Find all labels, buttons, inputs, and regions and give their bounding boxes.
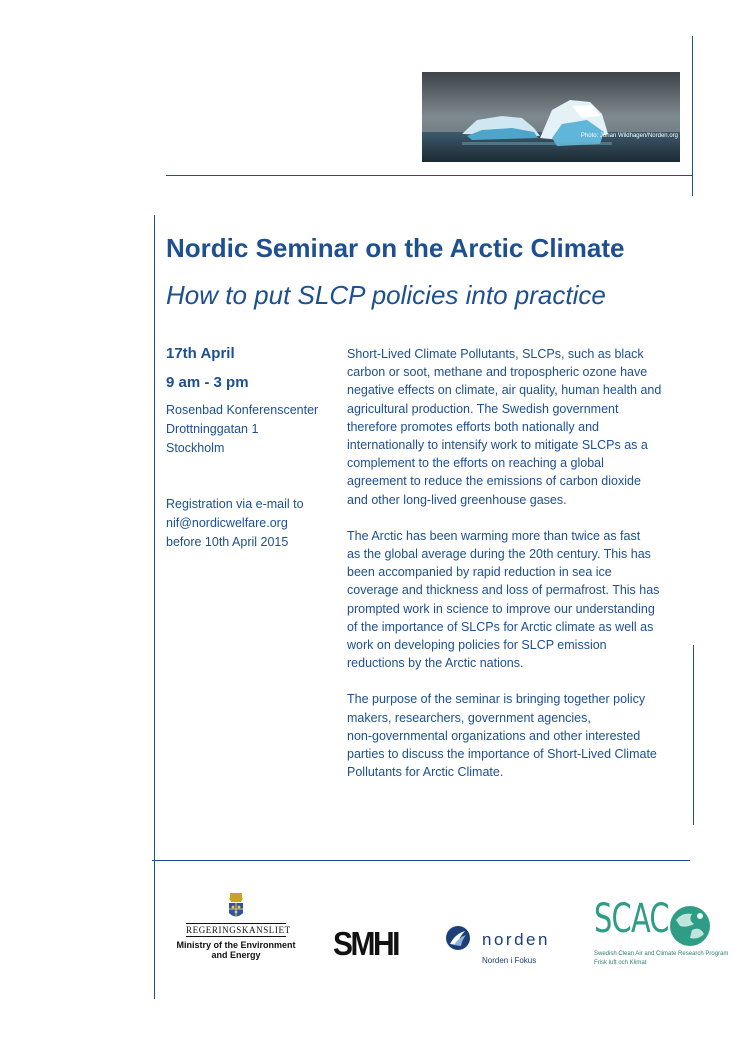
- body-line: carbon or soot, methane and tropospheric ozone have: [347, 365, 648, 380]
- footer-horizontal-rule: [152, 860, 690, 861]
- event-time: 9 am - 3 pm: [166, 374, 249, 391]
- registration-line: before 10th April 2015: [166, 535, 289, 549]
- body-line: complement to the efforts on reaching a global: [347, 456, 604, 471]
- registration-line: Registration via e-mail to: [166, 497, 304, 511]
- header-horizontal-rule: [166, 175, 693, 176]
- body-line: makers, researchers, government agencies,: [347, 710, 591, 725]
- body-line: The Arctic has been warming more than twice as fast: [347, 528, 641, 543]
- body-line: been accompanied by rapid reduction in sea ice: [347, 565, 612, 580]
- body-text: [347, 345, 697, 799]
- page-title: Nordic Seminar on the Arctic Climate: [166, 233, 625, 263]
- body-line: The purpose of the seminar is bringing together policy: [347, 692, 646, 707]
- arctic-iceberg-photo: [422, 72, 680, 162]
- body-line: non-governmental organizations and other interested: [347, 728, 641, 743]
- globe-icon: [668, 904, 712, 948]
- body-line: work on developing policies for SLCP emission: [347, 638, 607, 653]
- registration-email[interactable]: nif@nordicwelfare.org: [166, 516, 288, 530]
- body-paragraph: [347, 527, 697, 673]
- body-line: reductions by the Arctic nations.: [347, 656, 524, 671]
- left-vertical-rule: [154, 215, 155, 999]
- body-line: as the global average during the 20th century. This has: [347, 547, 651, 562]
- body-line: coverage and thickness and loss of permafrost. This has: [347, 583, 660, 598]
- scac-tagline: Frisk luft och Klimat: [594, 960, 647, 966]
- body-line: Pollutants for Arctic Climate.: [347, 765, 504, 780]
- top-right-vertical-rule: [692, 36, 693, 196]
- body-line: prompted work in science to improve our understanding: [347, 601, 655, 616]
- page-subtitle: How to put SLCP policies into practice: [166, 280, 606, 310]
- norden-tagline: Norden i Fokus: [482, 956, 537, 965]
- government-logo: [172, 893, 300, 960]
- venue-line: Drottninggatan 1: [166, 422, 259, 436]
- scac-tagline: Swedish Clean Air and Climate Research Program: [594, 951, 729, 957]
- crown-crest-icon: [223, 893, 249, 921]
- body-line: Short-Lived Climate Pollutants, SLCPs, such as black: [347, 347, 644, 361]
- body-line: agreement to reduce the emissions of carbon dioxide: [347, 474, 641, 489]
- ministry-name: [172, 940, 300, 960]
- body-line: of the importance of SLCPs for Arctic climate as well as: [347, 619, 654, 634]
- norden-wordmark: norden: [482, 930, 550, 949]
- body-line: and other long-lived greenhouse gases.: [347, 492, 567, 507]
- photo-credit: Photo: Johan Wildhagen/Norden.org: [580, 133, 678, 139]
- body-paragraph: [347, 690, 697, 781]
- swan-icon: [445, 925, 471, 951]
- ministry-line: Ministry of the Environment: [176, 940, 296, 950]
- body-line: negative effects on climate, air quality, human health and: [347, 383, 662, 398]
- body-line: agricultural production. The Swedish government: [347, 401, 619, 416]
- body-line: parties to discuss the importance of Short-Lived Climate: [347, 747, 657, 762]
- venue-line: Stockholm: [166, 441, 225, 455]
- scac-wordmark: SCAC: [594, 896, 669, 942]
- venue-line: Rosenbad Konferenscenter: [166, 403, 319, 417]
- government-name: REGERINGSKANSLIET: [186, 925, 291, 935]
- body-paragraph: [347, 345, 697, 509]
- event-date: 17th April: [166, 345, 235, 362]
- body-line: internationally to intensify work to mitigate SLCPs as a: [347, 438, 648, 453]
- body-line: therefore promotes efforts both nationally and: [347, 419, 600, 434]
- smhi-logo: SMHI: [333, 926, 398, 963]
- ministry-line: and Energy: [211, 950, 261, 960]
